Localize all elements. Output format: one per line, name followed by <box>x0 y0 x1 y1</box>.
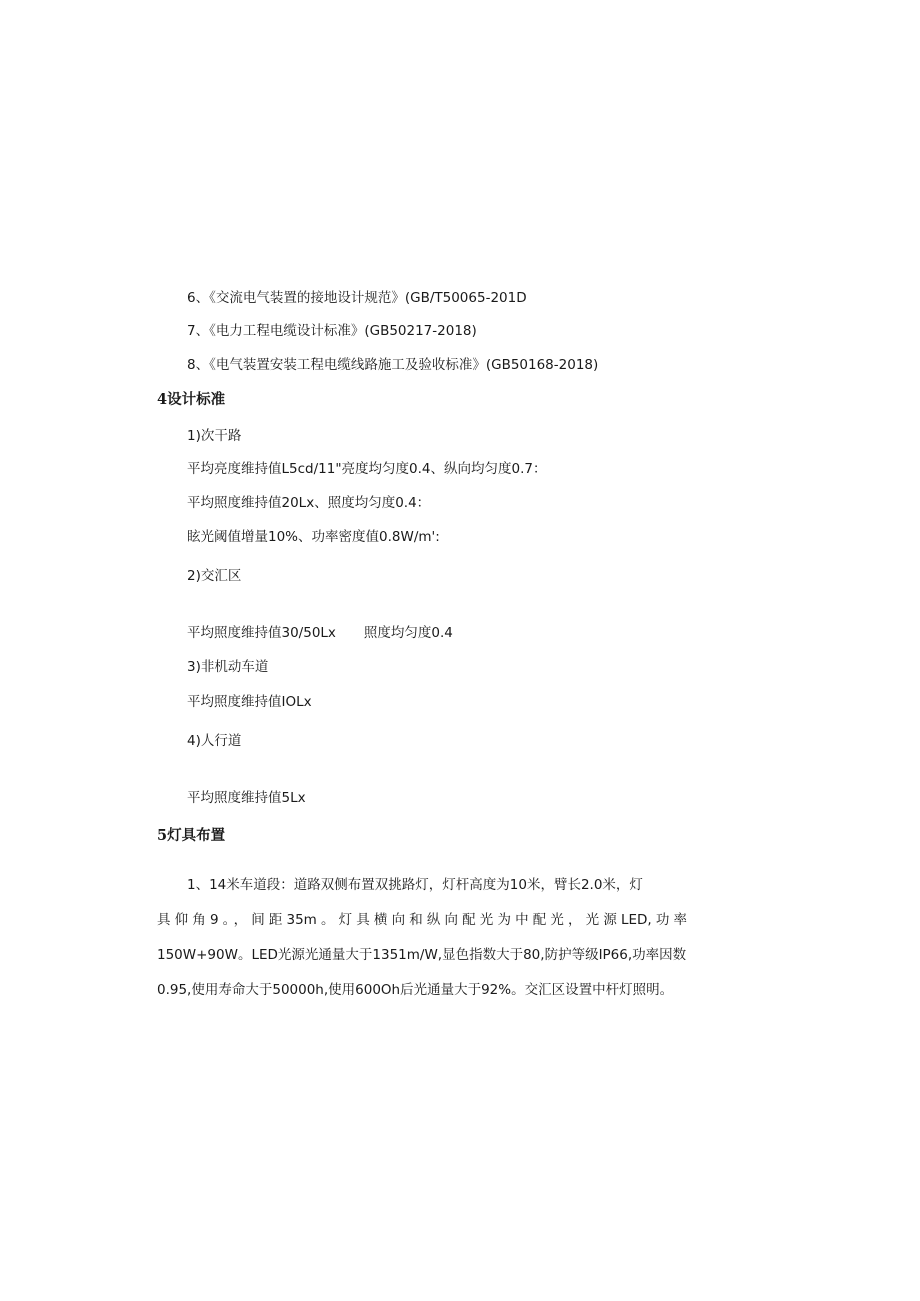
subsection-title-intersection: 2)交汇区 <box>187 568 242 584</box>
intersection-illuminance <box>187 624 453 642</box>
section-heading-luminaire-layout: 5灯具布置 <box>157 827 226 844</box>
paragraph-line: 150W+90W。LED光源光通量大于1351m∕W,显色指数大于80,防护等级IP66,功率因数 <box>157 947 687 963</box>
section-heading-design-standards: 4设计标准 <box>157 391 226 408</box>
reference-item-6: 6、《交流电气装置的接地设计规范》(GB/T50065-201D <box>187 290 527 306</box>
subsection-title-non-motor-lane: 3)非机动车道 <box>187 659 269 675</box>
sidewalk-illuminance: 平均照度维持值5Lx <box>187 790 306 806</box>
paragraph-line: 0.95,使用寿命大于50000h,使用600Oh后光通量大于92%。交汇区设置中杆灯照明。 <box>157 982 674 998</box>
non-motor-lane-illuminance: 平均照度维持值IOLx <box>187 694 312 710</box>
subsection-title-sidewalk: 4)人行道 <box>187 733 242 749</box>
intersection-illuminance-value: 平均照度维持值30∕50Lx <box>187 625 336 641</box>
reference-item-7: 7、《电力工程电缆设计标准》(GB50217-2018) <box>187 323 477 339</box>
secondary-road-luminance: 平均亮度维持值L5cd∕11"亮度均匀度0.4、纵向均匀度0.7： <box>187 461 547 477</box>
subsection-title-secondary-road: 1)次干路 <box>187 428 242 444</box>
reference-item-8: 8、《电气装置安装工程电缆线路施工及验收标准》(GB50168-2018) <box>187 357 599 373</box>
secondary-road-glare: 眩光阈值增量10%、功率密度值0.8W∕m': <box>187 529 440 545</box>
paragraph-line: 具仰角9。，间距35m。灯具横向和纵向配光为中配光，光源LED,功率 <box>157 912 687 928</box>
secondary-road-illuminance: 平均照度维持值20Lx、照度均匀度0.4： <box>187 495 431 511</box>
intersection-uniformity-value: 照度均匀度0.4 <box>363 625 453 641</box>
paragraph-line: 1、14米车道段：道路双侧布置双挑路灯，灯杆高度为10米，臂长2.0米，灯 <box>187 877 643 893</box>
